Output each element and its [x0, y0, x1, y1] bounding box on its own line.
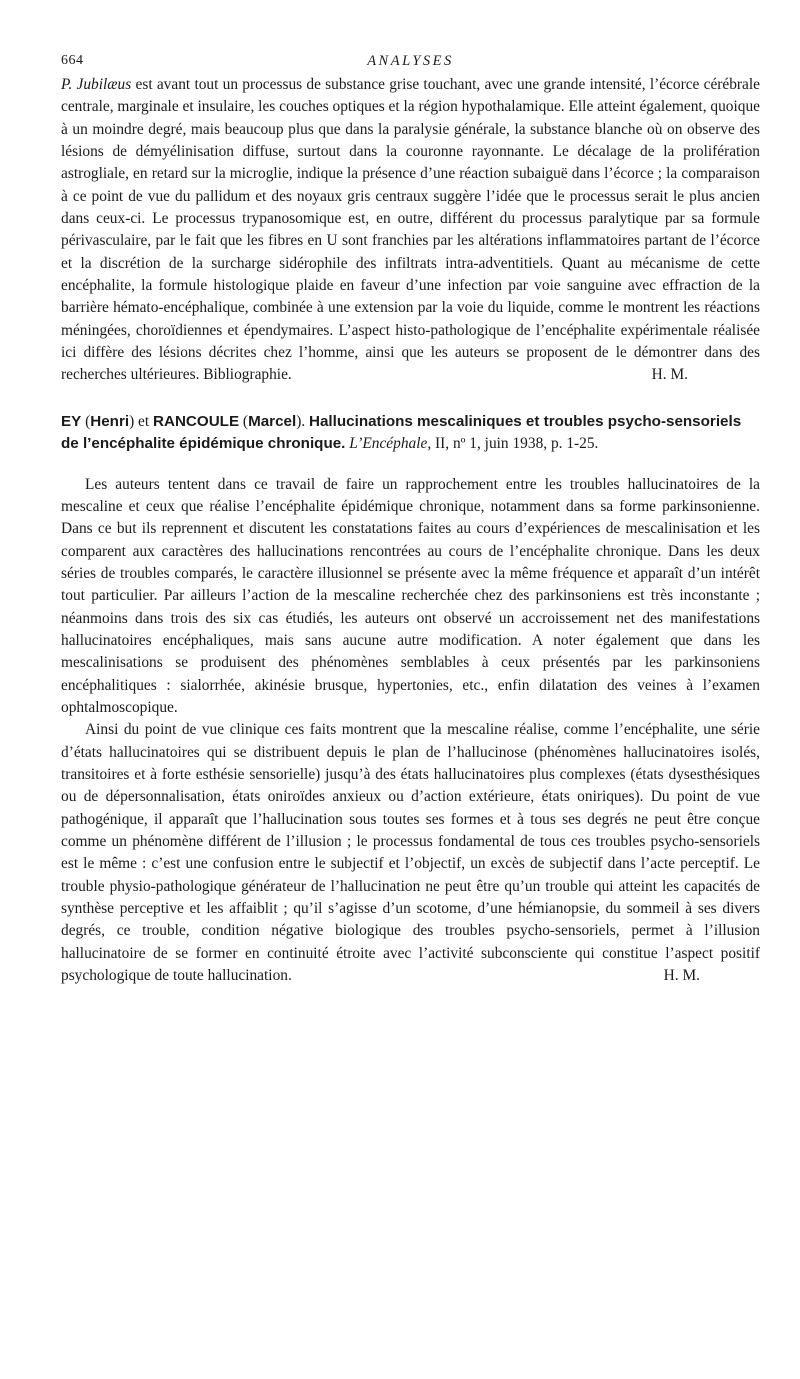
- article-jubilaeus-text: est avant tout un processus de substance grise touchant, avec une grande intensité, l’écorce cérébrale centrale, marginale et insulaire, les couches optiques et la région hypothalamique. Elle atteint également, quoique à un moindre degré, mais beaucoup plus que dans la paralysie générale, la substance blanche où on observe des lésions de démyélinisation diffuse, surtout dans la couronne rayonnante. Le décalage de la prolifération astrogliale, en retard sur la microglie, indique la présence d’une réaction subaiguë dans l’écorce ; la comparaison à ce point de vue du pallidum et des noyaux gris centraux suggère l’idée que le processus serait le plus ancien dans ceux-ci. Le processus trypanosomique est, en outre, différent du processus paralytique par sa formule périvasculaire, par le fait que les fibres en U sont franchies par les altérations inflammatoires partant de l’écorce et la discrétion de la surcharge sidérophile des infiltrats intra-adventitiels. Quant au mécanisme de cette encéphalite, la formule histologique plaide en faveur d’une infection par voie sanguine avec effraction de la barrière hémato-encéphalique, combinée à une extension par la voie du liquide, comme le montrent les réactions méningées, choroïdiennes et épendymaires. L’aspect histo-pathologique de l’encéphalite expérimentale réalisée ici diffère des lésions décrites chez l’homme, ainsi que les auteurs se proposent de le démontrer dans des recherches ultérieures. Bibliographie.: [61, 76, 760, 384]
- page-number: 664: [61, 53, 84, 68]
- author-surname: EY: [61, 412, 82, 430]
- signature: H. M.: [651, 366, 688, 384]
- author-firstname: Marcel: [248, 412, 297, 430]
- author-firstname: Henri: [90, 412, 130, 430]
- paragraph-text: Ainsi du point de vue clinique ces faits montrent que la mescaline réalise, comme l’encéphalite, une série d’états hallucinatoires qui se distribuent depuis le plan de l’hallucinose (phénomènes hallucinatoires isolés, transitoires et à forte esthésie sensorielle) jusqu’à des états hallucinatoires plus complexes (états dysesthésiques ou de dépersonnalisation, états oniroïdes anxieux ou d’action extérieure, états oniriques). Du point de vue pathogénique, il apparaît que l’hallucination sous toutes ses formes et à tous ses degrés ne peut être conçue comme un phénomène différent de l’illusion ; le processus fondamental de tous ces troubles psycho-sensoriels est le même : c’est une confusion entre le subjectif et l’objectif, un excès de subjectif dans l’acte perceptif. Le trouble physio-pathologique générateur de l’hallucination ne peut être qu’un trouble qui atteint les capacités de synthèse perceptive et les affaiblit ; qu’il s’agisse d’un scotome, d’une hémianopsie, du sommeil à ses divers degrés, ce trouble, condition négative biologique des troubles psycho-sensoriels, permet à l’illusion hallucinatoire de se former en continuité étroite avec l’activité subconsciente qui constitue l’aspect positif psychologique de toute hallucination.: [61, 721, 760, 985]
- journal-name: L’Encéphale,: [349, 435, 432, 453]
- running-head: [61, 50, 760, 74]
- reference-punctuation: (: [239, 412, 249, 430]
- article-ey-rancoule-reference: [61, 411, 760, 456]
- species-name: P. Jubilæus: [61, 76, 132, 93]
- section-title: ANALYSES: [367, 53, 454, 69]
- reference-punctuation: ) et: [129, 412, 154, 430]
- article-title: Hallucinations mescaliniques et troubles psycho-sensoriels de l’encéphalite épidémique chronique.: [61, 412, 742, 453]
- article-jubilaeus-body: [61, 74, 760, 387]
- paragraph: Les auteurs tentent dans ce travail de faire un rapprochement entre les troubles hallucinatoires de la mescaline et ceux que réalise l’encéphalite épidémique chronique, notamment dans sa forme parkinsonienne. Dans ce but ils reprennent et discutent les constatations faites au cours d’expériences de mescalinisation et les comparent aux caractères des hallucinations rencontrées au cours de l’encéphalite chronique. Dans les deux séries de troubles comparés, le caractère illusionnel se présente avec la même fréquence et apparaît d’un intérêt tout particulier. Par ailleurs l’action de la mescaline recherchée chez des parkinsoniens est très inconstante ; néanmoins dans trois des six cas étudiés, les auteurs ont observé un accroissement net des manifestations hallucinatoires encéphaliques, mais sans aucune autre modification. A noter également que dans les mescalinisations se produisent des phénomènes semblables à ceux présentés par les parkinsoniens encéphalitiques : sialorrhée, akinésie brusque, hypertonies, etc., enfin dilatation des veines à l’examen ophtalmoscopique.: [61, 475, 760, 716]
- signature: H. M.: [663, 967, 700, 985]
- spacer: [61, 456, 760, 474]
- paragraph: [61, 719, 760, 987]
- reference-punctuation: ).: [296, 412, 310, 430]
- article-jubilaeus: [61, 74, 760, 387]
- article-ey-rancoule-body: [61, 474, 760, 988]
- author-surname: RANCOULE: [153, 412, 240, 430]
- reference-punctuation: (: [81, 412, 91, 430]
- citation: II, nº 1, juin 1938, p. 1-25.: [431, 435, 599, 453]
